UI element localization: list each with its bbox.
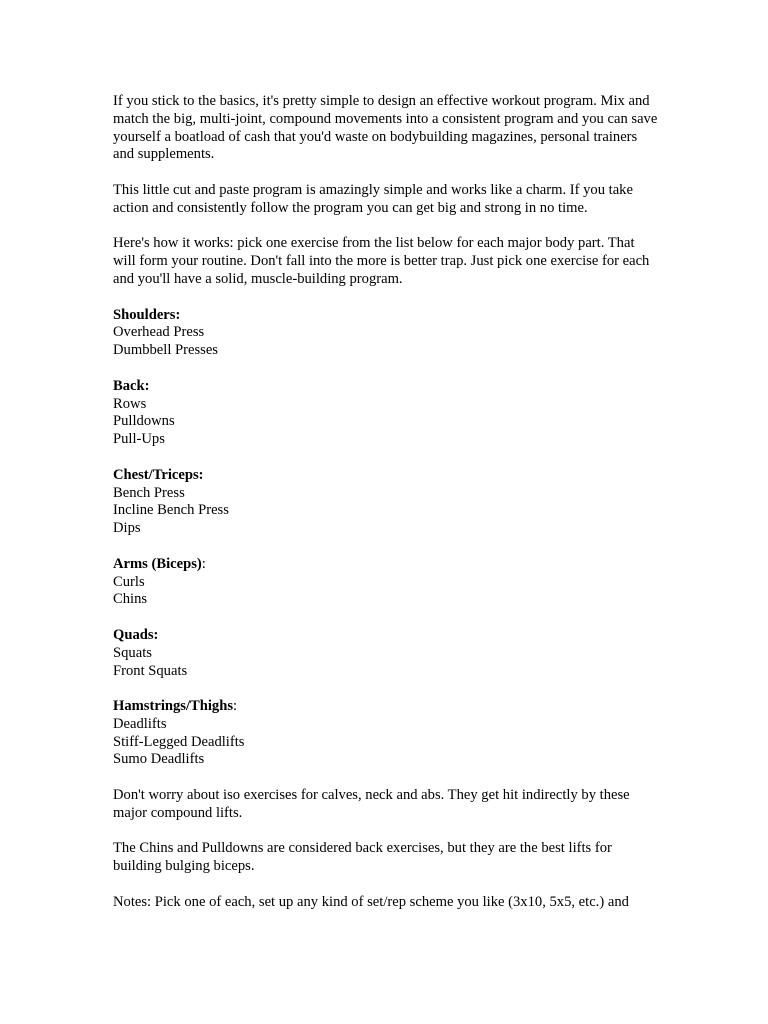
intro-paragraph-1: If you stick to the basics, it's pretty simple to design an effective workout program. Mix and match the big, multi-joint, compound movements into a consistent program and you can save yourself a boatload of cash that you'd waste on bodybuilding magazines, personal trainers and supplements.: [113, 93, 658, 163]
exercise-item: Incline Bench Press: [113, 502, 229, 519]
heading-title: Shoulders:: [113, 306, 181, 323]
heading-title: Quads:: [113, 626, 159, 643]
exercise-item: Bench Press: [113, 484, 185, 501]
exercise-item: Overhead Press: [113, 324, 205, 341]
section-hamstrings-thighs: [113, 698, 658, 769]
exercise-item: Curls: [113, 573, 145, 590]
exercise-item: Pulldowns: [113, 413, 175, 430]
intro-paragraph-3: Here's how it works: pick one exercise from the list below for each major body part. That will form your routine. Don't fall into the more is better trap. Just pick one exercise for each and you'll have a solid, muscle-building program.: [113, 235, 650, 287]
section-heading: [113, 698, 658, 716]
exercise-item: Stiff-Legged Deadlifts: [113, 733, 245, 750]
heading-suffix: :: [233, 698, 238, 715]
heading-title: Arms (Biceps): [113, 555, 202, 572]
outro-paragraph-3: Notes: Pick one of each, set up any kind of set/rep scheme you like (3x10, 5x5, etc.) and: [113, 893, 629, 910]
section-heading: [113, 378, 658, 396]
document-page: [113, 93, 658, 929]
intro-paragraph-2: This little cut and paste program is amazingly simple and works like a charm. If you take action and consistently follow the program you can get big and strong in no time.: [113, 181, 633, 216]
section-heading: [113, 556, 658, 574]
section-chest-triceps: [113, 467, 658, 538]
section-heading: [113, 467, 658, 485]
heading-title: Back:: [113, 377, 150, 394]
section-back: [113, 378, 658, 449]
section-heading: [113, 627, 658, 645]
exercise-item: Dumbbell Presses: [113, 342, 218, 359]
heading-title: Hamstrings/Thighs: [113, 698, 234, 715]
exercise-item: Pull-Ups: [113, 431, 165, 448]
exercise-item: Chins: [113, 591, 148, 608]
exercise-item: Front Squats: [113, 662, 188, 679]
exercise-item: Squats: [113, 644, 152, 661]
section-arms-biceps: [113, 556, 658, 609]
section-heading: [113, 307, 658, 325]
exercise-item: Sumo Deadlifts: [113, 751, 205, 768]
section-quads: [113, 627, 658, 680]
heading-suffix: :: [201, 555, 206, 572]
exercise-item: Dips: [113, 520, 141, 537]
section-shoulders: [113, 307, 658, 360]
exercise-item: Rows: [113, 395, 147, 412]
outro-paragraph-2: The Chins and Pulldowns are considered back exercises, but they are the best lifts for building bulging biceps.: [113, 840, 612, 875]
exercise-item: Deadlifts: [113, 715, 167, 732]
heading-title: Chest/Triceps:: [113, 466, 204, 483]
outro-paragraph-1: Don't worry about iso exercises for calves, neck and abs. They get hit indirectly by these major compound lifts.: [113, 787, 630, 821]
